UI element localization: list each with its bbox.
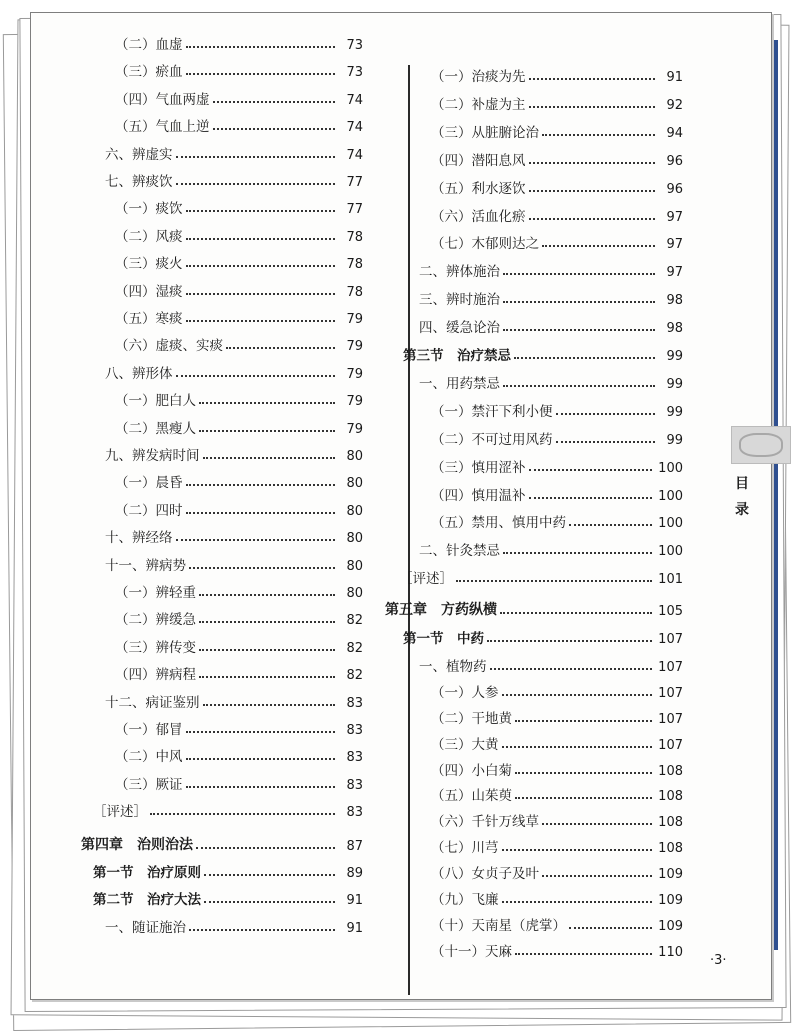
toc-entry: [115, 197, 363, 217]
toc-entry-title: （三）大黄: [431, 736, 499, 753]
toc-entry-page: 73: [346, 38, 363, 53]
toc-entry-page: 100: [658, 516, 683, 532]
toc-entry: [115, 115, 363, 135]
toc-entry-title: （二）四时: [115, 502, 183, 519]
toc-entry-title: （三）从脏腑论治: [431, 124, 539, 141]
toc-entry-title: 一、用药禁忌: [419, 375, 500, 392]
toc-entry: [81, 834, 363, 854]
toc-entry-page: 107: [658, 737, 683, 753]
dot-leader: [203, 457, 336, 459]
dot-leader: [186, 484, 336, 486]
toc-entry-title: （二）不可过用风药: [431, 431, 553, 448]
toc-entry-title: （二）血虚: [115, 37, 183, 53]
dot-leader: [503, 385, 655, 387]
toc-entry-title: （四）辨病程: [115, 667, 196, 684]
dot-leader: [542, 245, 655, 247]
toc-entry-page: 99: [666, 404, 683, 420]
toc-entry-page: 79: [346, 339, 363, 355]
toc-entry-page: 99: [666, 376, 683, 392]
dot-leader: [186, 758, 336, 760]
toc-entry-page: 108: [658, 789, 683, 805]
dot-leader: [490, 668, 653, 670]
toc-entry-title: 三、辨时施治: [419, 292, 500, 309]
toc-entry: [431, 914, 683, 934]
dot-leader: [189, 929, 335, 931]
toc-entry-page: 91: [346, 893, 363, 909]
toc-entry-page: 79: [346, 421, 363, 437]
ornament-icon: [739, 433, 783, 457]
toc-entry-title: （一）辨轻重: [115, 585, 196, 601]
toc-entry: [403, 627, 683, 647]
toc-entry-page: 98: [666, 321, 683, 337]
toc-entry-title: （一）禁汗下利小便: [431, 403, 553, 420]
toc-entry: [115, 307, 363, 327]
toc-entry-title: 四、缓急论治: [419, 320, 500, 337]
toc-entry-page: 91: [346, 920, 363, 936]
dot-leader: [502, 746, 653, 748]
toc-entry-title: （六）活血化瘀: [431, 208, 526, 225]
toc-entry: [419, 260, 683, 280]
toc-entry-page: 78: [346, 284, 363, 300]
dot-leader: [186, 512, 336, 514]
toc-entry: [105, 170, 363, 190]
toc-entry: [431, 888, 683, 908]
toc-entry-title: 七、辨痰饮: [105, 174, 173, 190]
toc-entry-title: （三）慎用涩补: [431, 459, 526, 476]
toc-entry: [431, 681, 683, 701]
toc-entry-page: 80: [346, 558, 363, 574]
toc-entry-page: 74: [346, 120, 363, 136]
toc-entry-title: （三）厥证: [115, 776, 183, 793]
dot-leader: [529, 469, 653, 471]
toc-entry: [115, 252, 363, 272]
toc-entry: [115, 608, 363, 628]
toc-entry-title: （四）气血两虚: [115, 91, 210, 108]
dot-leader: [529, 106, 656, 108]
toc-entry-title: （一）痰饮: [115, 201, 183, 218]
dot-leader: [186, 786, 336, 788]
toc-entry-title: 十、辨经络: [105, 530, 173, 547]
dot-leader: [226, 347, 335, 349]
dot-leader: [515, 797, 652, 799]
toc-entry: [115, 334, 363, 354]
toc-entry-page: 97: [666, 209, 683, 225]
toc-entry: [115, 88, 363, 108]
toc-entry: [115, 636, 363, 656]
dot-leader: [176, 539, 336, 541]
dot-leader: [186, 46, 336, 48]
toc-entry-page: 107: [658, 685, 683, 701]
toc-entry-title: （四）湿痰: [115, 283, 183, 300]
toc-entry-page: 80: [346, 476, 363, 492]
toc-entry-title: （九）飞廉: [431, 892, 499, 908]
toc-entry-title: （二）黑瘦人: [115, 420, 196, 437]
dot-leader: [186, 320, 336, 322]
toc-entry: [431, 65, 683, 85]
toc-entry: [105, 362, 363, 382]
toc-entry: [419, 288, 683, 308]
toc-entry-title: （二）风痰: [115, 228, 183, 245]
dot-leader: [213, 101, 336, 103]
toc-entry-title: 十一、辨病势: [105, 557, 186, 574]
dot-leader: [204, 901, 335, 903]
toc-entry: [431, 759, 683, 779]
dot-leader: [203, 704, 336, 706]
toc-entry-title: （二）中风: [115, 749, 183, 766]
dot-leader: [569, 524, 652, 526]
toc-entry: [115, 33, 363, 53]
dot-leader: [503, 273, 655, 275]
toc-entry-page: 97: [666, 265, 683, 281]
dot-leader: [542, 823, 652, 825]
toc-entry: [419, 539, 683, 559]
toc-entry-page: 73: [346, 65, 363, 81]
toc-entry-page: 100: [658, 488, 683, 504]
dot-leader: [556, 441, 656, 443]
toc-entry: [115, 718, 363, 738]
toc-entry: [431, 862, 683, 882]
toc-entry-title: （二）补虚为主: [431, 96, 526, 113]
toc-entry-title: （四）小白菊: [431, 762, 512, 779]
toc-entry-page: 83: [346, 723, 363, 738]
dot-leader: [186, 265, 336, 267]
toc-entry-page: 74: [346, 147, 363, 163]
toc-entry-title: ［评述］: [93, 804, 147, 821]
toc-entry-title: （五）利水逐饮: [431, 180, 526, 197]
toc-entry-page: 79: [346, 394, 363, 410]
page-number: ·3·: [710, 953, 727, 968]
toc-entry-page: 80: [346, 449, 363, 464]
toc-entry-page: 105: [658, 604, 683, 620]
dot-leader: [502, 694, 653, 696]
dot-leader: [502, 901, 653, 903]
toc-entry-page: 79: [346, 366, 363, 382]
toc-entry: [431, 400, 683, 420]
toc-entry-page: 82: [346, 613, 363, 629]
toc-entry: [431, 428, 683, 448]
dot-leader: [186, 238, 336, 240]
dot-leader: [503, 552, 652, 554]
toc-entry-page: 80: [346, 531, 363, 547]
toc-entry-title: （十一）天麻: [431, 943, 512, 960]
toc-entry: [93, 861, 363, 881]
toc-entry-page: 89: [346, 866, 363, 881]
dot-leader: [529, 78, 656, 80]
dot-leader: [542, 134, 655, 136]
dot-leader: [186, 731, 336, 733]
dot-leader: [189, 567, 335, 569]
toc-entry: [431, 784, 683, 804]
dot-leader: [199, 430, 335, 432]
toc-entry: [105, 916, 363, 936]
toc-entry: [431, 733, 683, 753]
toc-entry-page: 77: [346, 175, 363, 190]
toc-entry: [105, 691, 363, 711]
toc-entry-page: 83: [346, 805, 363, 821]
toc-entry-page: 83: [346, 695, 363, 711]
toc-entry: [115, 773, 363, 793]
dot-leader: [199, 594, 335, 596]
toc-entry-title: （六）千针万线草: [431, 814, 539, 831]
toc-entry-title: 第一节 中药: [403, 631, 484, 647]
dot-leader: [569, 927, 652, 929]
toc-entry-title: 六、辨虚实: [105, 146, 173, 163]
toc-entry-title: 二、针灸禁忌: [419, 543, 500, 560]
toc-entry-title: ［评述］: [399, 571, 453, 588]
toc-entry-title: （一）晨昏: [115, 475, 183, 492]
toc-entry-title: 第五章 方药纵横: [385, 602, 497, 619]
toc-entry-title: 八、辨形体: [105, 365, 173, 382]
toc-entry-page: 107: [658, 711, 683, 727]
toc-entry-title: （五）寒痰: [115, 311, 183, 327]
dot-leader: [515, 720, 652, 722]
toc-entry-page: 79: [346, 312, 363, 327]
dot-leader: [503, 301, 655, 303]
dot-leader: [186, 293, 336, 295]
toc-entry-page: 74: [346, 92, 363, 108]
toc-entry: [105, 143, 363, 163]
toc-entry-page: 82: [346, 640, 363, 656]
toc-entry-page: 78: [346, 257, 363, 273]
toc-entry-page: 108: [658, 841, 683, 857]
toc-entry-title: （五）气血上逆: [115, 119, 210, 136]
toc-entry-title: （一）肥白人: [115, 393, 196, 410]
dot-leader: [199, 402, 335, 404]
dot-leader: [176, 156, 336, 158]
dot-leader: [186, 73, 336, 75]
toc-entry-page: 108: [658, 763, 683, 779]
toc-entry-page: 109: [658, 918, 683, 934]
dot-leader: [204, 874, 335, 876]
toc-entry-page: 100: [658, 544, 683, 560]
toc-entry-title: （三）痰火: [115, 256, 183, 273]
dot-leader: [213, 128, 336, 130]
toc-entry-page: 98: [666, 293, 683, 309]
toc-entry-title: （七）川芎: [431, 840, 499, 857]
toc-entry-title: （七）木郁则达之: [431, 236, 539, 253]
dot-leader: [515, 953, 652, 955]
toc-entry: [431, 205, 683, 225]
toc-entry-title: （三）辨传变: [115, 639, 196, 656]
decorative-tab-ornament: [731, 426, 791, 464]
toc-entry-title: （一）治痰为先: [431, 69, 526, 85]
toc-entry-page: 101: [658, 572, 683, 588]
toc-entry: [431, 232, 683, 252]
toc-entry-title: （四）慎用温补: [431, 487, 526, 504]
toc-entry-title: 十二、病证鉴别: [105, 694, 200, 711]
toc-entry: [115, 417, 363, 437]
dot-leader: [556, 413, 656, 415]
toc-entry: [431, 484, 683, 504]
dot-leader: [500, 612, 652, 614]
toc-entry-page: 83: [346, 750, 363, 766]
toc-entry-page: 107: [658, 632, 683, 647]
dot-leader: [176, 183, 336, 185]
toc-entry: [431, 149, 683, 169]
toc-entry-page: 80: [346, 586, 363, 601]
dot-leader: [514, 357, 655, 359]
toc-entry-page: 82: [346, 668, 363, 684]
toc-entry: [431, 121, 683, 141]
toc-entry: [431, 707, 683, 727]
toc-entry: [115, 663, 363, 683]
toc-entry-title: （一）人参: [431, 684, 499, 701]
toc-entry-title: （二）辨缓急: [115, 612, 196, 629]
toc-entry-title: 第四章 治则治法: [81, 836, 193, 853]
toc-entry: [93, 800, 363, 820]
toc-entry: [419, 372, 683, 392]
toc-entry-title: 二、辨体施治: [419, 264, 500, 281]
toc-entry-title: （一）郁冒: [115, 722, 183, 738]
toc-entry: [431, 456, 683, 476]
toc-entry-page: 96: [666, 181, 683, 197]
toc-entry-page: 87: [346, 838, 363, 854]
toc-page: [30, 12, 772, 1000]
toc-entry: [419, 655, 683, 675]
toc-entry-page: 109: [658, 867, 683, 883]
toc-entry-title: （四）潜阳息风: [431, 152, 526, 169]
toc-entry: [419, 316, 683, 336]
toc-entry: [115, 745, 363, 765]
toc-entry: [399, 567, 683, 587]
dot-leader: [199, 676, 335, 678]
toc-entry-page: 80: [346, 503, 363, 519]
toc-entry-page: 97: [666, 237, 683, 253]
toc-entry: [115, 225, 363, 245]
toc-entry: [431, 177, 683, 197]
toc-entry-page: 109: [658, 893, 683, 908]
toc-entry-title: 一、随证施治: [105, 919, 186, 936]
toc-entry-title: 第一节 治疗原则: [93, 865, 201, 881]
dot-leader: [456, 580, 652, 582]
toc-entry-title: （三）瘀血: [115, 64, 183, 81]
toc-entry: [115, 499, 363, 519]
dot-leader: [196, 847, 335, 849]
dot-leader: [503, 329, 655, 331]
toc-entry-page: 91: [666, 70, 683, 85]
toc-entry-title: （六）虚痰、实痰: [115, 338, 223, 355]
dot-leader: [487, 640, 652, 642]
toc-entry: [93, 888, 363, 908]
dot-leader: [176, 375, 336, 377]
toc-entry-page: 83: [346, 777, 363, 793]
toc-entry-title: （十）天南星（虎掌）: [431, 917, 566, 934]
toc-entry: [431, 93, 683, 113]
toc-entry-title: 第二节 治疗大法: [93, 892, 201, 909]
toc-entry: [431, 836, 683, 856]
side-tab-char: 录: [735, 502, 750, 518]
toc-entry-page: 108: [658, 815, 683, 831]
toc-entry-title: （八）女贞子及叶: [431, 866, 539, 883]
dot-leader: [529, 218, 656, 220]
toc-entry: [431, 940, 683, 960]
dot-leader: [529, 162, 656, 164]
toc-entry: [115, 280, 363, 300]
dot-leader: [542, 875, 652, 877]
dot-leader: [529, 190, 656, 192]
column-divider: [408, 65, 410, 995]
dot-leader: [199, 649, 335, 651]
toc-entry-page: 92: [666, 97, 683, 113]
toc-entry: [105, 526, 363, 546]
toc-entry: [105, 554, 363, 574]
toc-entry-page: 77: [346, 202, 363, 218]
toc-entry-title: 九、辨发病时间: [105, 448, 200, 464]
toc-entry-page: 78: [346, 229, 363, 245]
toc-entry-page: 110: [658, 944, 683, 960]
toc-entry: [431, 511, 683, 531]
toc-entry-title: 一、植物药: [419, 658, 487, 675]
toc-entry: [431, 810, 683, 830]
side-tab-char: 目: [735, 476, 750, 492]
toc-entry: [115, 60, 363, 80]
toc-entry: [403, 344, 683, 364]
toc-entry-page: 99: [666, 432, 683, 448]
toc-entry-title: （五）山茱萸: [431, 788, 512, 805]
toc-entry-page: 96: [666, 153, 683, 169]
dot-leader: [186, 210, 336, 212]
dot-leader: [515, 772, 652, 774]
toc-entry-title: （二）干地黄: [431, 710, 512, 727]
toc-entry: [115, 389, 363, 409]
toc-entry: [115, 581, 363, 601]
toc-entry: [385, 599, 683, 619]
toc-entry-page: 107: [658, 659, 683, 675]
toc-entry-title: （五）禁用、慎用中药: [431, 515, 566, 532]
dot-leader: [502, 849, 653, 851]
toc-entry-page: 94: [666, 125, 683, 141]
dot-leader: [199, 621, 335, 623]
toc-entry: [105, 444, 363, 464]
toc-entry-page: 99: [666, 349, 683, 364]
toc-entry: [115, 471, 363, 491]
toc-entry-page: 100: [658, 460, 683, 476]
toc-entry-title: 第三节 治疗禁忌: [403, 348, 511, 364]
dot-leader: [529, 497, 653, 499]
dot-leader: [150, 813, 335, 815]
